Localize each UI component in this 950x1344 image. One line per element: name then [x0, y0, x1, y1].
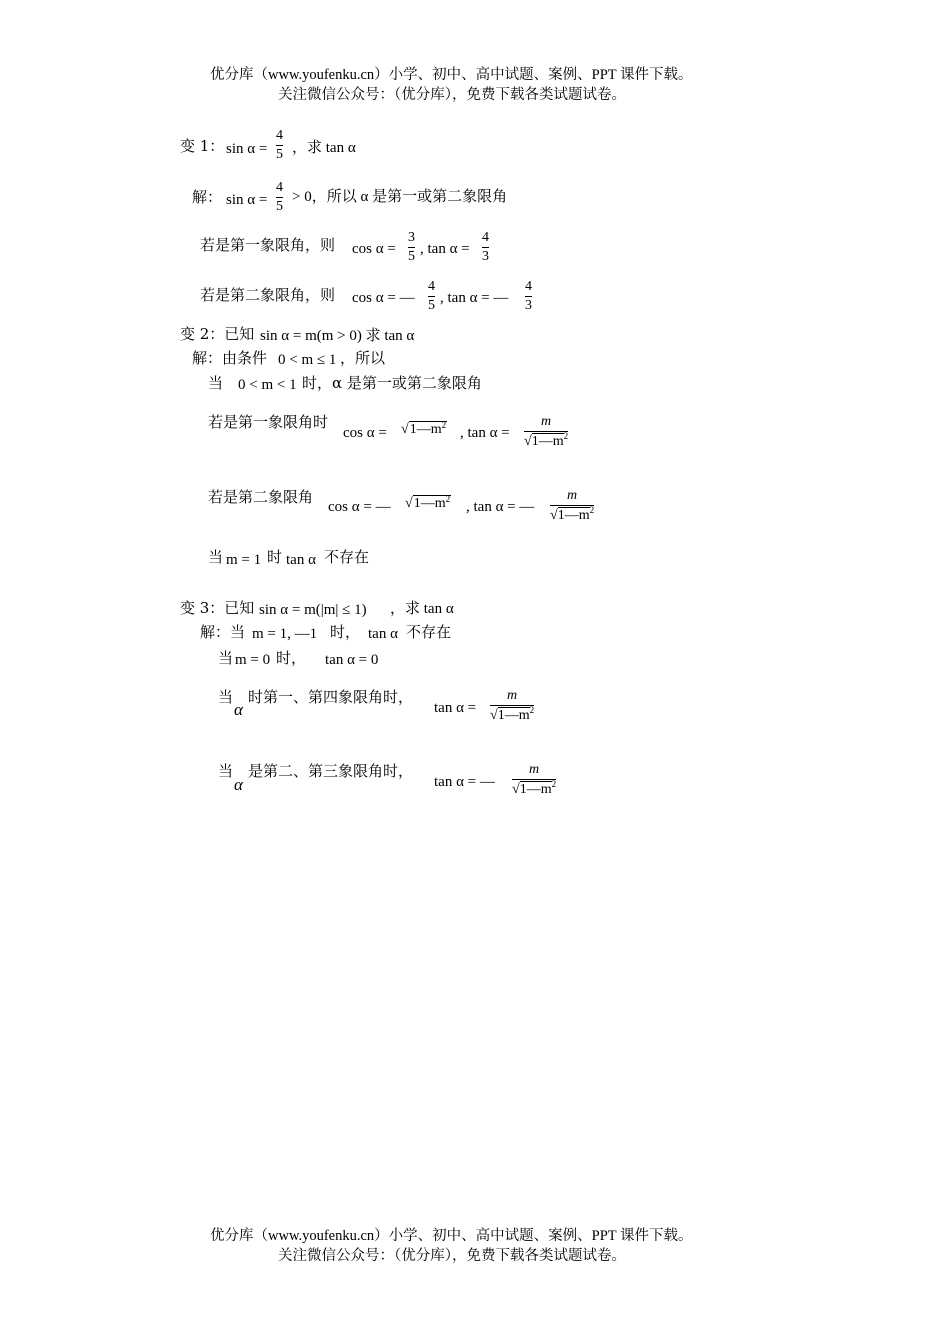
v2-case2-sup: 2 [445, 494, 451, 504]
v1-case1-tan-den: 3 [482, 249, 489, 264]
v2-last-expr: m = 1 [226, 552, 262, 568]
v3-label: 变 3：已知 [180, 599, 255, 617]
v1-fraction [276, 129, 283, 162]
v2-case2-sqrt: $√1—m^2$ [405, 494, 451, 511]
v1-case2-text: 若是第二象限角，则 [200, 286, 336, 304]
v2-case2-den-sup: 2 [589, 505, 595, 515]
v1-case2-tan: , tan α = — [440, 290, 509, 306]
v1-sol-label: 解： [192, 188, 223, 206]
v2-last-mid: 时 [267, 548, 283, 566]
v2-case2-cos: cos α = — [328, 499, 391, 515]
v2-sol1: 解：由条件 [192, 349, 268, 367]
v3-q1-alpha: α [234, 700, 243, 719]
v1-case2-cos: cos α = — [352, 290, 415, 306]
v3-q1-tan: tan α = [434, 700, 477, 716]
v3-q1-den-sup: 2 [529, 705, 535, 715]
v3-q1-frac: m $√1—m^2$ [490, 688, 535, 723]
v2-case2-frac: m $√1—m^2$ [550, 488, 595, 523]
v3-q1-when: 当 [218, 688, 234, 706]
v2-sol1-expr: 0 < m ≤ 1 [278, 352, 337, 368]
v2-expr: sin α = m(m > 0) 求 tan α [260, 328, 415, 344]
v1-label: 变 1： [180, 137, 225, 155]
v2-last-when: 当 [208, 548, 224, 566]
footer-line-1: 优分库（www.youfenku.cn）小学、初中、高中试题、案例、PPT 课件下载。 [210, 1228, 693, 1244]
v2-case1-sqrt: $√1—m^2$ [401, 420, 447, 437]
v3-tail: ，求 tan α [390, 601, 454, 617]
v1-case2-tan-frac [525, 280, 532, 313]
v1-case2-tan-den: 3 [525, 298, 532, 313]
v2-case1-frac: m $√1—m^2$ [524, 414, 569, 449]
v1-sol-fraction [276, 181, 283, 214]
v3-q2-when: 当 [218, 762, 234, 780]
v1-sol-tail: > 0，所以 α 是第一或第二象限角 [292, 189, 508, 205]
v2-sol1-tail: ，所以 [340, 349, 386, 367]
v3-q2-num: m [528, 762, 540, 777]
v3-q2-alpha: α [234, 775, 243, 794]
v1-case1-tan-num: 4 [482, 230, 489, 245]
v2-case2-num: m [566, 488, 578, 503]
v3-sol1-tail: 不存在 [406, 623, 452, 641]
v1-case1-text: 若是第一象限角，则 [200, 236, 336, 254]
v2-case1-tan: , tan α = [460, 425, 510, 441]
footer-line-2: 关注微信公众号：（优分库），免费下载各类试题试卷。 [278, 1248, 626, 1264]
v2-label: 变 2：已知 [180, 325, 255, 343]
v2-case1-cos: cos α = [343, 425, 387, 441]
v1-case1-cos: cos α = [352, 241, 396, 257]
v3-q2-den: 1—m [519, 782, 552, 797]
v3-sol1-tan: tan α [368, 626, 398, 642]
v1-case2-cos-num: 4 [428, 279, 435, 294]
v3-sol1-expr: m = 1, —1 [252, 626, 318, 642]
v1-den: 5 [276, 147, 283, 162]
v3-q2-frac: m $√1—m^2$ [512, 762, 557, 797]
v3-sol2: 当 [218, 649, 234, 667]
v1-case2-tan-num: 4 [525, 279, 532, 294]
v3-q1-den: 1—m [497, 708, 530, 723]
header-line-1: 优分库（www.youfenku.cn）小学、初中、高中试题、案例、PPT 课件下载。 [210, 67, 693, 83]
v2-when-tail: 时，α 是第一或第二象限角 [302, 374, 482, 392]
v2-case1-den-sup: 2 [563, 431, 569, 441]
v3-sol1-mid: 时， [330, 623, 361, 641]
v2-when-expr: 0 < m < 1 [238, 377, 297, 393]
v3-sol2-expr: m = 0 [235, 652, 271, 668]
v1-sol-num: 4 [276, 180, 283, 195]
v3-q1-num: m [506, 688, 518, 703]
v1-case1-cos-den: 5 [408, 249, 415, 264]
v1-expr: sin α = [226, 141, 268, 157]
v1-case1-tan: , tan α = [420, 241, 470, 257]
v2-last-tan: tan α [286, 552, 316, 568]
v3-sol2-tan: tan α = 0 [325, 652, 379, 668]
v3-q2-den-sup: 2 [551, 779, 557, 789]
v2-case1-sup: 2 [441, 420, 447, 430]
v1-case1-cos-frac [408, 231, 415, 264]
v3-sol1: 解：当 [200, 623, 246, 641]
v1-case1-tan-frac [482, 231, 489, 264]
v2-when: 当 [208, 374, 224, 392]
v1-case2-cos-den: 5 [428, 298, 435, 313]
v2-last-tail: 不存在 [324, 548, 370, 566]
v1-sol-den: 5 [276, 199, 283, 214]
v2-case2-text: 若是第二象限角 [208, 488, 314, 506]
v2-case2-den: 1—m [557, 508, 590, 523]
v2-case1-den: 1—m [531, 434, 564, 449]
v1-case2-cos-frac [428, 280, 435, 313]
v3-q2-text: 是第二、第三象限角时， [248, 762, 414, 780]
v1-sol-expr: sin α = [226, 192, 268, 208]
v3-expr: sin α = m(|m| ≤ 1) [259, 602, 367, 618]
v2-case2-rad: 1—m [413, 496, 446, 511]
v3-q2-tan: tan α = — [434, 774, 495, 790]
v1-num: 4 [276, 128, 283, 143]
v3-sol2-mid: 时， [276, 649, 307, 667]
v2-case1-rad: 1—m [409, 422, 442, 437]
v2-case2-tan: , tan α = — [466, 499, 535, 515]
header-line-2: 关注微信公众号：（优分库），免费下载各类试题试卷。 [278, 87, 626, 103]
v2-case1-num: m [540, 414, 552, 429]
v1-tail: ，求 tan α [292, 140, 356, 156]
v3-q1-text: 时第一、第四象限角时， [248, 688, 414, 706]
v1-case1-cos-num: 3 [408, 230, 415, 245]
v2-case1-text: 若是第一象限角时 [208, 413, 329, 431]
